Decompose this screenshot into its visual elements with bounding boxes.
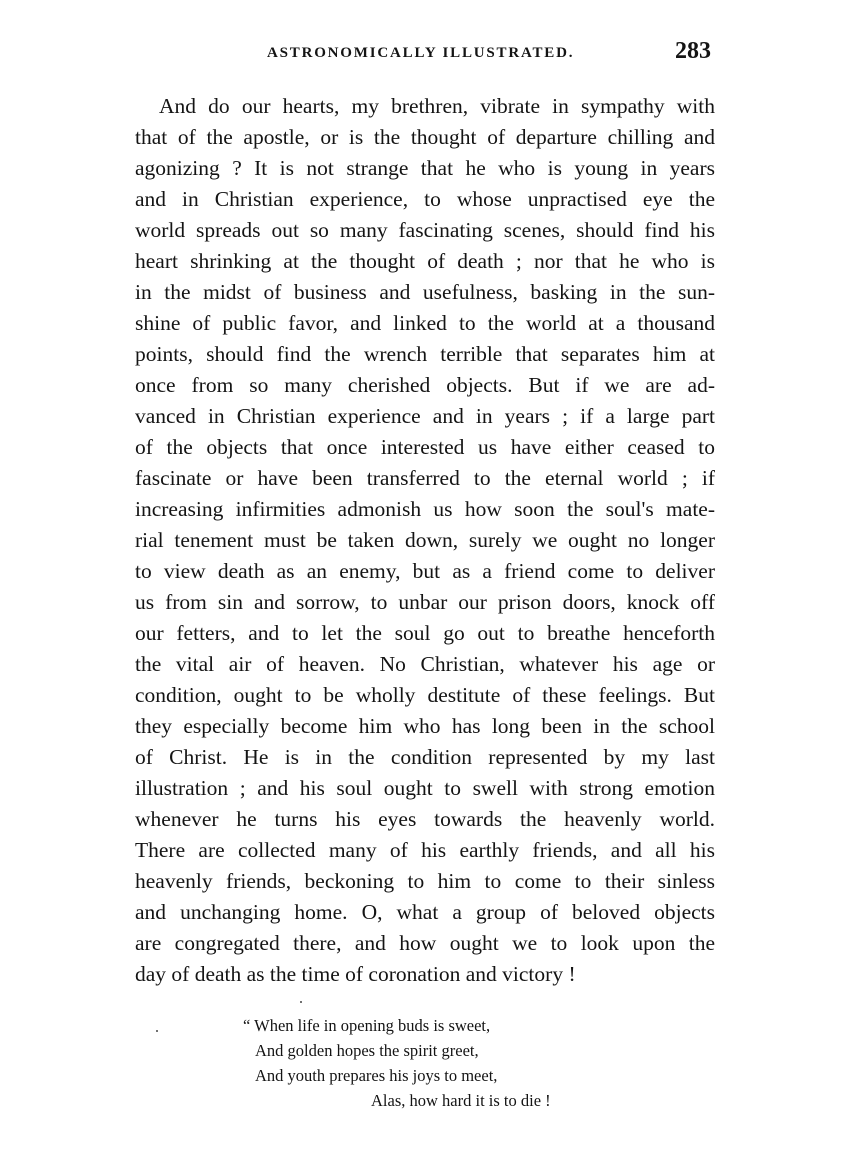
text-line: increasing infirmities admonish us how soon the soul's mate- xyxy=(135,497,715,521)
text-line: shine of public favor, and linked to the world at a thousand xyxy=(135,311,715,335)
poem-quotation xyxy=(243,1013,643,1113)
text-line: fascinate or have been transferred to the eternal world ; if xyxy=(135,466,715,490)
text-line: of Christ. He is in the condition represented by my last xyxy=(135,745,715,769)
poem-line: Alas, how hard it is to die ! xyxy=(371,1091,551,1110)
text-line: are congregated there, and how ought we to look upon the xyxy=(135,931,715,955)
body-paragraph xyxy=(135,91,715,990)
text-line: the vital air of heaven. No Christian, whatever his age or xyxy=(135,652,715,676)
text-line: us from sin and sorrow, to unbar our prison doors, knock off xyxy=(135,590,715,614)
poem-line: And youth prepares his joys to meet, xyxy=(255,1066,498,1085)
text-line: agonizing ? It is not strange that he who is young in years xyxy=(135,156,715,180)
text-line: condition, ought to be wholly destitute of these feelings. But xyxy=(135,683,715,707)
text-line: heavenly friends, beckoning to him to come to their sinless xyxy=(135,869,715,893)
running-header xyxy=(135,38,715,72)
print-speck xyxy=(156,1030,158,1032)
text-line: And do our hearts, my brethren, vibrate in sympathy with xyxy=(159,94,715,118)
text-line: day of death as the time of coronation and victory ! xyxy=(135,962,576,986)
text-line: they especially become him who has long been in the school xyxy=(135,714,715,738)
text-line: to view death as an enemy, but as a friend come to deliver xyxy=(135,559,715,583)
text-line: of the objects that once interested us have either ceased to xyxy=(135,435,715,459)
text-line: once from so many cherished objects. But if we are ad- xyxy=(135,373,715,397)
text-line: heart shrinking at the thought of death ; nor that he who is xyxy=(135,249,715,273)
page-number: 283 xyxy=(675,38,711,64)
text-line: and unchanging home. O, what a group of beloved objects xyxy=(135,900,715,924)
text-line: vanced in Christian experience and in years ; if a large part xyxy=(135,404,715,428)
text-line: in the midst of business and usefulness, basking in the sun- xyxy=(135,280,715,304)
running-title: ASTRONOMICALLY ILLUSTRATED. xyxy=(267,45,575,61)
poem-line: And golden hopes the spirit greet, xyxy=(255,1041,479,1060)
text-line: illustration ; and his soul ought to swell with strong emotion xyxy=(135,776,715,800)
text-line: our fetters, and to let the soul go out to breathe henceforth xyxy=(135,621,715,645)
text-line: rial tenement must be taken down, surely we ought no longer xyxy=(135,528,715,552)
text-line: There are collected many of his earthly friends, and all his xyxy=(135,838,715,862)
text-line: world spreads out so many fascinating scenes, should find his xyxy=(135,218,715,242)
text-line: points, should find the wrench terrible that separates him at xyxy=(135,342,715,366)
text-line: and in Christian experience, to whose unpractised eye the xyxy=(135,187,715,211)
text-line: whenever he turns his eyes towards the heavenly world. xyxy=(135,807,715,831)
poem-line: “ When life in opening buds is sweet, xyxy=(243,1016,491,1035)
print-speck xyxy=(300,1001,302,1003)
text-line: that of the apostle, or is the thought of departure chilling and xyxy=(135,125,715,149)
